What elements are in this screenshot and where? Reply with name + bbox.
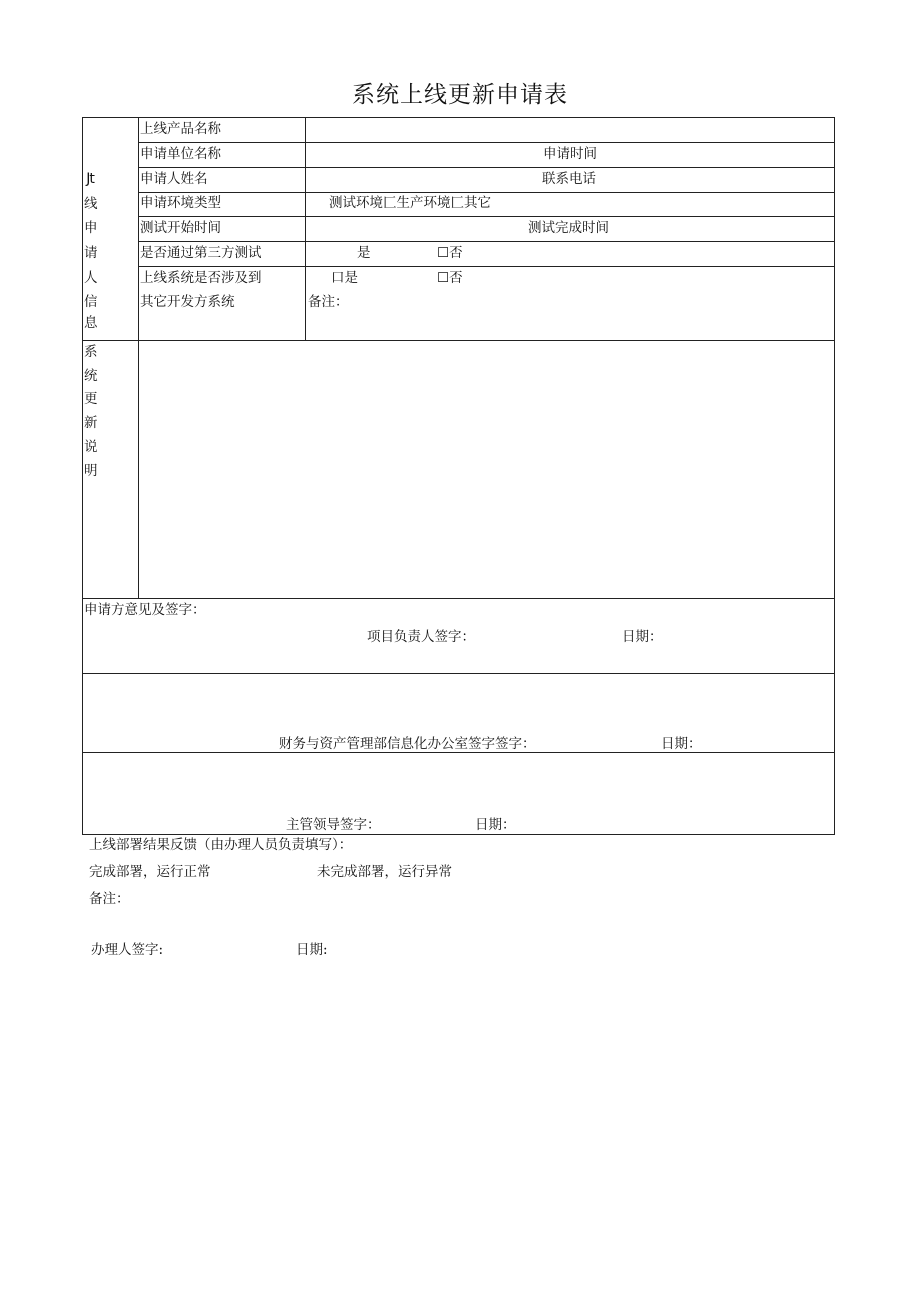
deploy-success-option[interactable]: 完成部署，运行正常 bbox=[89, 864, 211, 880]
leader-signature-label: 主管领导签字： bbox=[286, 817, 381, 833]
product-name-field[interactable] bbox=[306, 118, 834, 142]
field-column-divider bbox=[305, 117, 306, 340]
label-char: 申 bbox=[84, 220, 98, 236]
env-type-options[interactable]: 测试环境匚生产环境匚其它 bbox=[329, 195, 491, 211]
section-divider bbox=[82, 673, 835, 674]
row-divider bbox=[138, 167, 835, 168]
feedback-label: 上线部署结果反馈（由办理人员负责填写）： bbox=[89, 837, 353, 853]
handler-signature-label: 办理人签字: bbox=[91, 942, 164, 958]
third-party-yes-option[interactable]: 是 bbox=[357, 245, 371, 261]
row-divider bbox=[138, 216, 835, 217]
product-name-label: 上线产品名称 bbox=[140, 121, 221, 137]
other-dev-no-checkbox[interactable]: ☐否 bbox=[437, 270, 463, 286]
label-char: 人 bbox=[84, 270, 98, 286]
env-type-label: 申请环境类型 bbox=[140, 195, 221, 211]
feedback-remark-label: 备注： bbox=[89, 891, 130, 907]
label-char: 新 bbox=[84, 415, 98, 431]
section-divider bbox=[82, 598, 835, 599]
label-char: 息 bbox=[84, 315, 98, 331]
applicant-opinion-label: 申请方意见及签字： bbox=[84, 602, 206, 618]
label-char: 明 bbox=[84, 463, 98, 479]
unit-name-label: 申请单位名称 bbox=[140, 146, 221, 162]
other-dev-label-line1: 上线系统是否涉及到 bbox=[140, 270, 262, 286]
apply-time-label: 申请时间 bbox=[543, 146, 597, 162]
label-char: 信 bbox=[84, 294, 98, 310]
applicant-date-label: 日期： bbox=[622, 629, 663, 645]
row-divider bbox=[138, 266, 835, 267]
handler-date-label: 日期: bbox=[296, 942, 328, 958]
project-lead-signature-label: 项目负责人签字： bbox=[367, 629, 475, 645]
finance-office-signature-label: 财务与资产管理部信息化办公室签字签字： bbox=[279, 736, 536, 752]
third-party-no-checkbox[interactable]: ☐否 bbox=[437, 245, 463, 261]
table-bottom-border bbox=[82, 834, 835, 835]
update-description-field[interactable] bbox=[139, 341, 834, 598]
third-party-label: 是否通过第三方测试 bbox=[140, 245, 262, 261]
leader-date-label: 日期： bbox=[475, 817, 516, 833]
test-start-label: 测试开始时间 bbox=[140, 220, 221, 236]
contact-phone-label: 联系电话 bbox=[542, 171, 596, 187]
section-divider bbox=[82, 752, 835, 753]
other-dev-label-line2: 其它开发方系统 bbox=[140, 294, 235, 310]
other-dev-yes-checkbox[interactable]: 口是 bbox=[331, 270, 358, 286]
applicant-name-label: 申请人姓名 bbox=[140, 171, 208, 187]
row-divider bbox=[138, 241, 835, 242]
label-char: 线 bbox=[84, 196, 98, 212]
page-title: 系统上线更新申请表 bbox=[352, 82, 568, 108]
table-right-border bbox=[834, 117, 835, 835]
row-divider bbox=[138, 192, 835, 193]
label-char: 请 bbox=[84, 245, 98, 261]
label-char: 系 bbox=[84, 344, 98, 360]
finance-date-label: 日期： bbox=[661, 736, 702, 752]
label-char: 说 bbox=[84, 439, 98, 455]
label-char: 更 bbox=[84, 391, 98, 407]
deploy-failure-option[interactable]: 未完成部署，运行异常 bbox=[317, 864, 452, 880]
other-dev-remark-label: 备注： bbox=[308, 294, 349, 310]
test-end-label: 测试完成时间 bbox=[528, 220, 609, 236]
row-divider bbox=[138, 142, 835, 143]
table-left-border bbox=[82, 117, 83, 835]
label-char: 统 bbox=[84, 368, 98, 384]
label-char: Jt bbox=[86, 171, 94, 187]
